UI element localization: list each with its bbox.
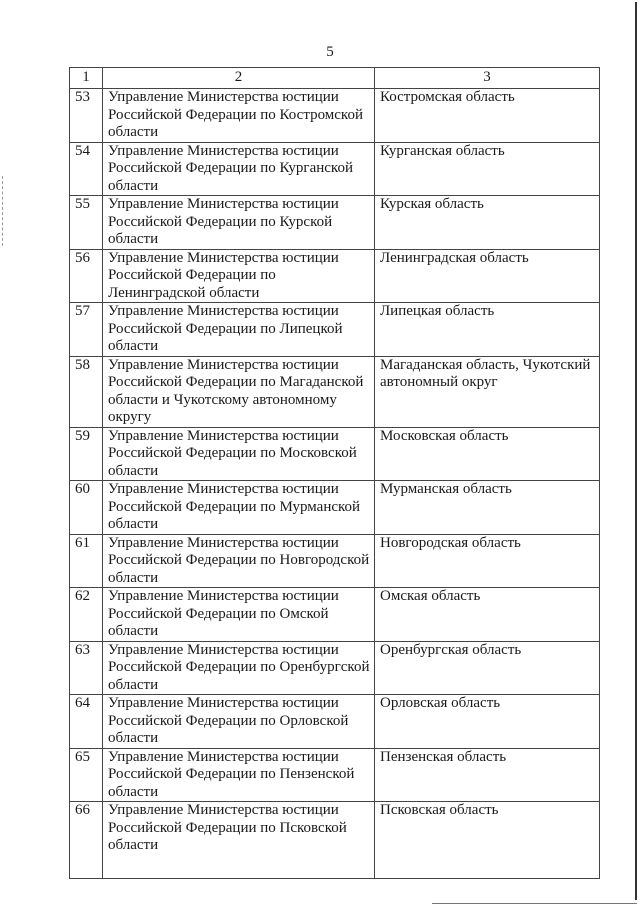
- row-number-cell: 63: [70, 641, 103, 695]
- row-number-cell: 60: [70, 481, 103, 535]
- row-number-cell: 61: [70, 534, 103, 588]
- agency-name-cell: Управление Министерства юстиции Российской Федерации по Костромской области: [103, 89, 375, 143]
- region-cell: Новгородская область: [375, 534, 600, 588]
- agency-name-cell: Управление Министерства юстиции Российской Федерации по Орловской области: [103, 695, 375, 749]
- agency-name-cell: Управление Министерства юстиции Российской Федерации по Курганской области: [103, 142, 375, 196]
- region-cell: Оренбургская область: [375, 641, 600, 695]
- table-row: [70, 481, 600, 535]
- region-cell: Курганская область: [375, 142, 600, 196]
- region-cell: Орловская область: [375, 695, 600, 749]
- row-number-cell: 57: [70, 303, 103, 357]
- page-number: 5: [326, 44, 334, 60]
- region-cell: Магаданская область, Чукотский автономный округ: [375, 356, 600, 427]
- agency-name-cell: Управление Министерства юстиции Российской Федерации по Новгородской области: [103, 534, 375, 588]
- row-number-cell: 55: [70, 196, 103, 250]
- region-cell: Псковская область: [375, 802, 600, 879]
- row-number-cell: 65: [70, 748, 103, 802]
- row-number-cell: 64: [70, 695, 103, 749]
- table-row: [70, 89, 600, 143]
- table-header-row: [70, 68, 600, 89]
- agency-name-cell: Управление Министерства юстиции Российской Федерации по Липецкой области: [103, 303, 375, 357]
- agency-name-cell: Управление Министерства юстиции Российской Федерации по Московской области: [103, 427, 375, 481]
- region-cell: Липецкая область: [375, 303, 600, 357]
- header-col-1: 1: [70, 68, 103, 89]
- scan-edge-right: [635, 2, 637, 900]
- region-cell: Ленинградская область: [375, 249, 600, 303]
- region-cell: Омская область: [375, 588, 600, 642]
- table-row: [70, 142, 600, 196]
- table-row: [70, 695, 600, 749]
- row-number-cell: 66: [70, 802, 103, 879]
- table-row: [70, 534, 600, 588]
- table-row: [70, 356, 600, 427]
- row-number-cell: 59: [70, 427, 103, 481]
- row-number-cell: 53: [70, 89, 103, 143]
- table-row: [70, 427, 600, 481]
- agency-name-cell: Управление Министерства юстиции Российской Федерации по Пензенской области: [103, 748, 375, 802]
- region-cell: Костромская область: [375, 89, 600, 143]
- table-row: [70, 748, 600, 802]
- row-number-cell: 58: [70, 356, 103, 427]
- agency-name-cell: Управление Министерства юстиции Российской Федерации по Мурманской области: [103, 481, 375, 535]
- agency-name-cell: Управление Министерства юстиции Российской Федерации по Ленинградской области: [103, 249, 375, 303]
- table-row: [70, 802, 600, 879]
- table-row: [70, 641, 600, 695]
- agency-name-cell: Управление Министерства юстиции Российской Федерации по Оренбургской области: [103, 641, 375, 695]
- scan-edge-bottom: [432, 903, 637, 904]
- row-number-cell: 62: [70, 588, 103, 642]
- region-cell: Курская область: [375, 196, 600, 250]
- agency-name-cell: Управление Министерства юстиции Российской Федерации по Псковской области: [103, 802, 375, 879]
- table-row: [70, 249, 600, 303]
- table-row: [70, 303, 600, 357]
- agency-name-cell: Управление Министерства юстиции Российской Федерации по Магаданской области и Чукотскому автономному округу: [103, 356, 375, 427]
- region-cell: Московская область: [375, 427, 600, 481]
- row-number-cell: 56: [70, 249, 103, 303]
- row-number-cell: 54: [70, 142, 103, 196]
- table-row: [70, 196, 600, 250]
- registry-table: [69, 67, 600, 879]
- scan-marks-left: [2, 176, 4, 246]
- table-row: [70, 588, 600, 642]
- header-col-3: 3: [375, 68, 600, 89]
- header-col-2: 2: [103, 68, 375, 89]
- agency-name-cell: Управление Министерства юстиции Российской Федерации по Курской области: [103, 196, 375, 250]
- agency-name-cell: Управление Министерства юстиции Российской Федерации по Омской области: [103, 588, 375, 642]
- region-cell: Пензенская область: [375, 748, 600, 802]
- region-cell: Мурманская область: [375, 481, 600, 535]
